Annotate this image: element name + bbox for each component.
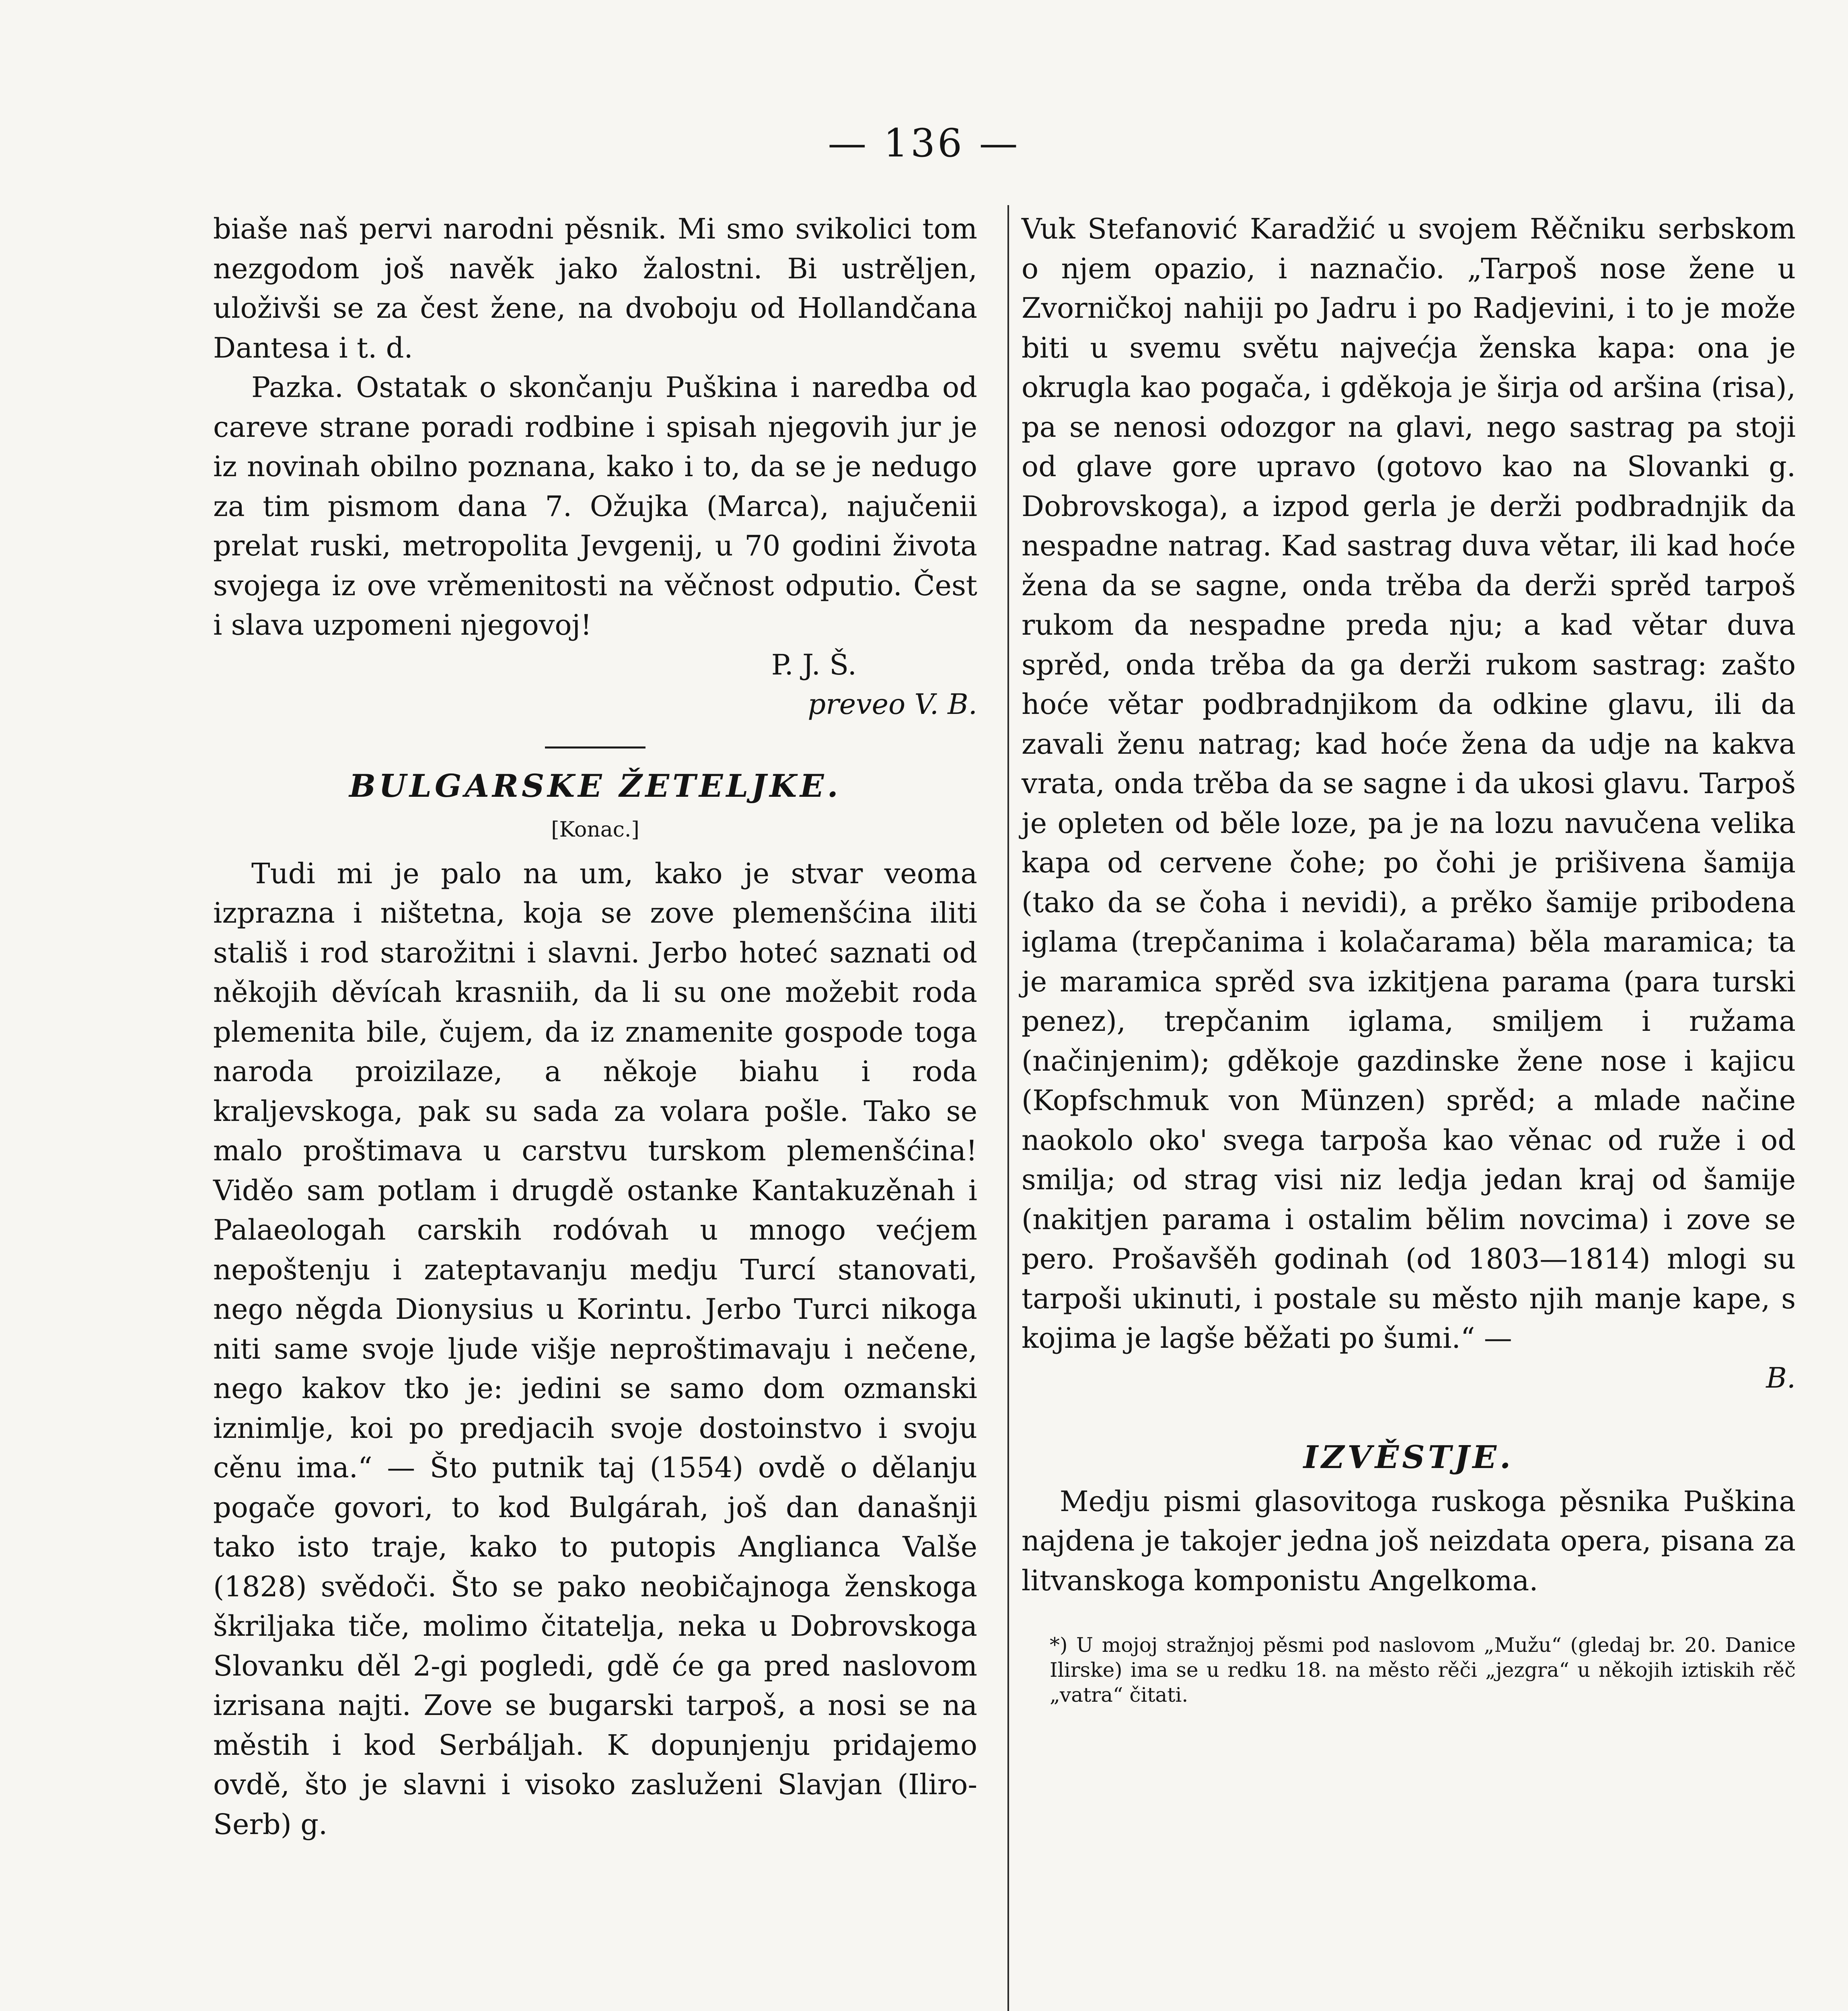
section-heading-bulgarske: BULGARSKE ŽETELJKE. <box>349 767 841 804</box>
continuation-note: [Konac.] <box>551 818 639 842</box>
left-column <box>213 209 977 1844</box>
column-divider <box>1007 205 1009 2011</box>
right-paragraph-2: Medju pismi glasovitoga ruskoga pěsnika Puškina najdena je takojer jedna još neizdata opera, pisana za litvanskoga komponistu Angelkoma. <box>1022 1485 1796 1597</box>
right-paragraph-1: Vuk Stefanović Karadžić u svojem Rěčniku serbskom o njem opazio, i naznačio. „Tarpoš nose žene u Zvorničkoj nahiji po Jadru i po Radjevini, i to je može biti u svemu světu najvećja ženska kapa: ona je okrugla kao pogača, i gděkoja je širja od aršina (risa), pa se nenosi odozgor na glavi, nego sastrag pa stoji od glave gore upravo (gotovo kao na Slovanki g. Dobrovskoga), a izpod gerla je derži podbradnjik da nespadne natrag. Kad sastrag duva větar, ili kad hoće žena da se sagne, onda trěba da derži sprěd tarpoš rukom da nespadne preda nju; a kad větar duva sprěd, onda trěba da ga derži rukom sastrag: zašto hoće větar podbradnjikom da odkine glavu, ili da zavali ženu natrag; kad hoće žena da udje na kakva vrata, onda trěba da se sagne i da ukosi glavu. Tarpoš je opleten od běle loze, pa je na lozu navučena velika kapa od cervene čohe; po čohi je prišivena šamija (tako da se čoha i nevidi), a prěko šamije pribodena iglama (trepčanima i kolačarama) běla maramica; ta je maramica sprěd sva izkitjena parama (para turski penez), trepčanim iglama, smiljem i ružama (načinjenim); gděkoje gazdinske žene nose i kajicu (Kopfschmuk von Münzen) sprěd; a mlade načine naokolo oko' svega tarpoša kao věnac od ruže i od smilja; od strag visi niz ledja jedan kraj od šamije (nakitjen parama i ostalim bělim novcima) i zove se pero. Prošavšěh godinah (od 1803—1814) mlogi su tarpoši ukinuti, i postale su město njih manje kape, s kojima je lagše běžati po šumi.“ — <box>1022 212 1796 1355</box>
signature-initials: P. J. Š. <box>771 648 857 681</box>
left-paragraph-1: biaše naš pervi narodni pěsnik. Mi smo svikolici tom nezgodom još navěk jako žalostni. Bi ustrěljen, uloživši se za čest žene, na dvoboju od Hollandčana Dantesa i t. d. <box>213 212 977 364</box>
section-heading-izvestje: IZVĚSTJE. <box>1303 1439 1514 1476</box>
signature-translator: preveo V. B. <box>808 688 977 721</box>
left-paragraph-3: Tudi mi je palo na um, kako je stvar veoma izprazna i ništetna, koja se zove plemenšćina iliti stališ i rod starožitni i slavni. Jerbo hoteć saznati od někojih děvícah krasniih, da li su one možebit roda plemenita bile, čujem, da iz znamenite gospode toga naroda proizilaze, a někoje biahu i roda kraljevskoga, pak su sada za volara pošle. Tako se malo proštimava u carstvu turskom plemenšćina! Viděo sam potlam i drugdě ostanke Kantakuzěnah i Palaeologah carskih rodóvah u mnogo većjem nepoštenju i zateptavanju medju Turcí stanovati, nego něgda Dionysius u Korintu. Jerbo Turci nikoga niti same svoje ljude višje neproštimavaju i nečene, nego kakov tko je: jedini se samo dom ozmanski iznimlje, koi po predjacih svoje dostoinstvo i svoju cěnu ima.“ — Što putnik taj (1554) ovdě o dělanju pogače govori, to kod Bulgárah, još dan današnji tako isto traje, kako to putopis Anglianca Valše (1828) svědoči. Što se pako neobičajnoga ženskoga škriljaka tiče, molimo čitatelja, neka u Dobrovskoga Slovanku děl 2-gi pogledi, gdě će ga pred naslovom izrisana najti. Zove se bugarski tarpoš, a nosi se na městih i kod Serbáljah. K dopunjenju pridajemo ovdě, što je slavni i visoko zasluženi Slavjan (Iliro-Serb) g. <box>213 857 977 1841</box>
section-divider <box>545 746 645 748</box>
page-number: — 136 — <box>828 121 1020 166</box>
left-paragraph-2: Pazka. Ostatak o skončanju Puškina i naredba od careve strane poradi rodbine i spisah njegovih jur je iz novinah obilno poznana, kako i to, da se je nedugo za tim pismom dana 7. Ožujka (Marca), najučenii prelat ruski, metropolita Jevgenij, u 70 godini života svojega iz ove vrěmenitosti na věčnost odputio. Čest i slava uzpomeni njegovoj! <box>213 371 977 642</box>
right-column <box>1022 209 1796 1727</box>
footnote: *) U mojoj stražnjoj pěsmi pod naslovom „Mužu“ (gledaj br. 20. Danice Ilirske) ima se u redku 18. na město rěči „jezgra“ u někojih iztiskih rěč „vatra“ čitati. <box>1050 1633 1796 1707</box>
spacer <box>1022 1398 1796 1438</box>
signature-b: B. <box>1766 1361 1796 1394</box>
